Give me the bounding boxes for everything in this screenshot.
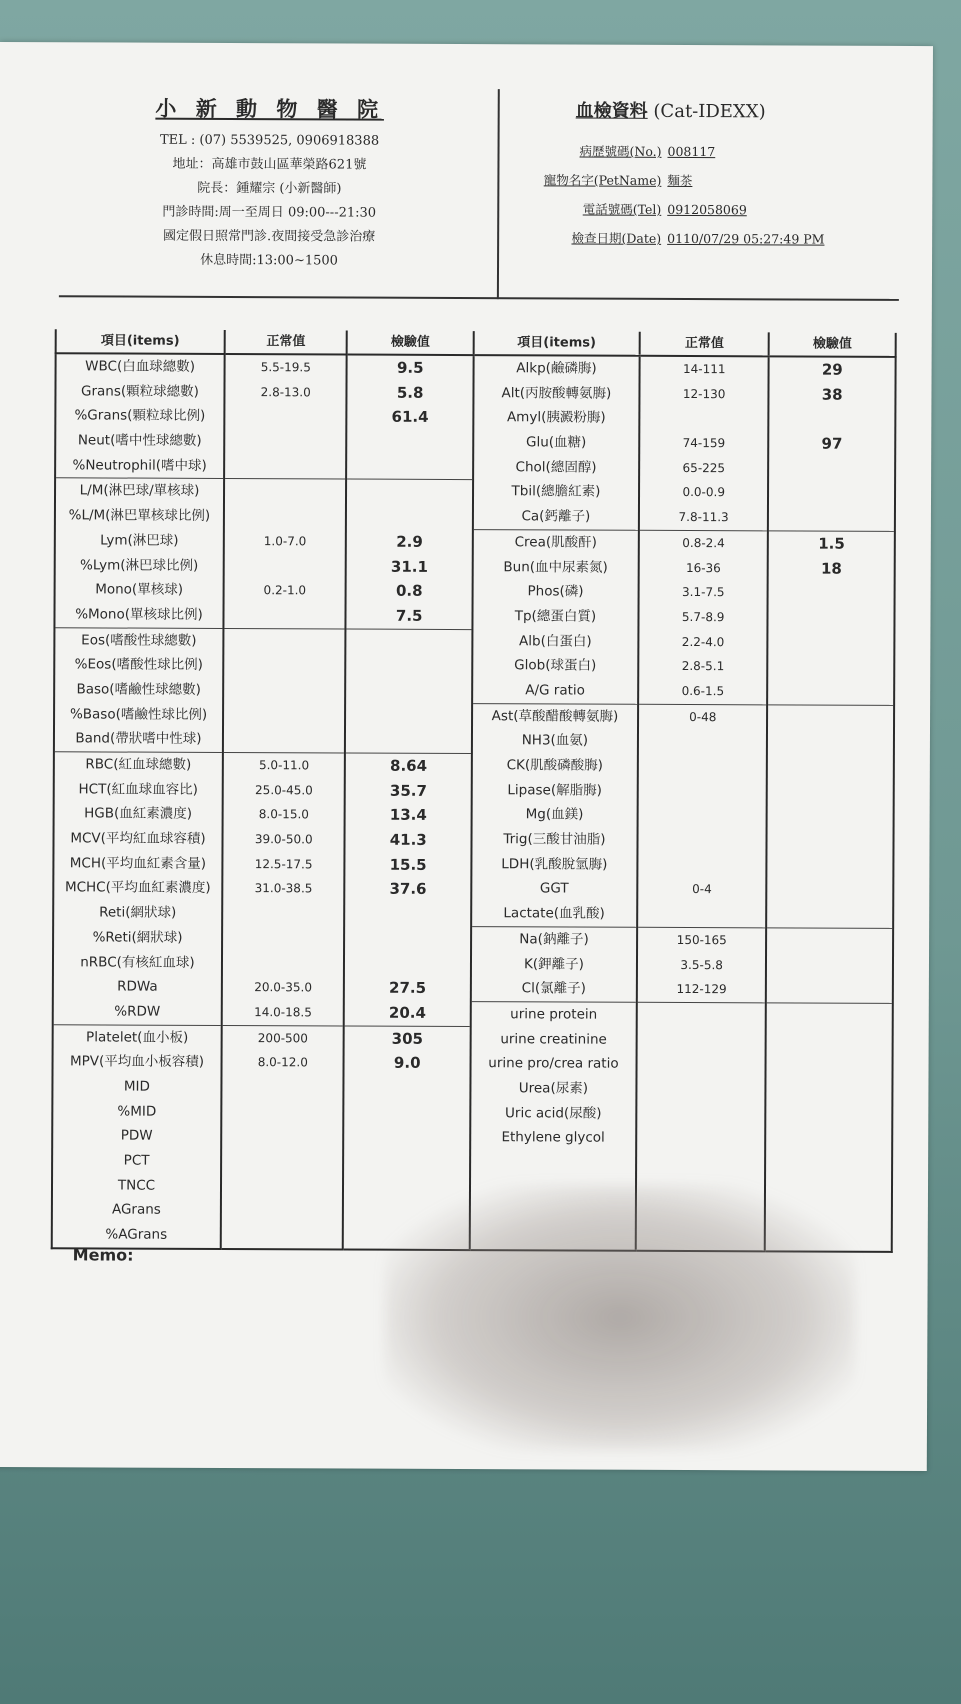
right-item-name: Alt(丙胺酸轉氨脢) bbox=[501, 384, 612, 402]
right-item-range: 5.7-8.9 bbox=[681, 609, 725, 625]
left-item-range: 2.8-13.0 bbox=[260, 384, 311, 400]
left-item-result: 37.6 bbox=[389, 880, 427, 899]
right-item-name: Uric acid(尿酸) bbox=[505, 1104, 602, 1122]
report-field-label: 寵物名字(PetName) bbox=[543, 172, 662, 188]
right-item-name: LDH(乳酸脫氫脢) bbox=[501, 855, 608, 873]
left-item-range: 5.0-11.0 bbox=[224, 752, 345, 778]
left-item-result: 9.5 bbox=[396, 358, 424, 377]
right-item-result bbox=[768, 804, 893, 829]
left-item-range bbox=[225, 553, 346, 578]
left-item-result bbox=[348, 454, 473, 479]
right-item-name: Tbil(總膽紅素) bbox=[511, 483, 601, 501]
clinic-hours: 門診時間:周一至周日 09:00---21:30 bbox=[162, 204, 377, 221]
left-item-range: 25.0-45.0 bbox=[255, 782, 313, 798]
clinic-header bbox=[59, 92, 480, 274]
memo-label: Memo: bbox=[72, 1245, 134, 1265]
right-item-name: Urea(尿素) bbox=[518, 1080, 589, 1097]
right-item-name: Bun(血中尿素氮) bbox=[503, 558, 608, 576]
left-item-result: 2.9 bbox=[396, 532, 423, 551]
right-item-name: Alb(白蛋白) bbox=[518, 632, 592, 650]
right-item-result bbox=[769, 505, 894, 530]
report-field-value: 0110/07/29 05:27:49 PM bbox=[667, 230, 825, 247]
left-item-range bbox=[223, 901, 344, 926]
report-field-row bbox=[519, 136, 879, 167]
report-fields bbox=[519, 136, 880, 254]
right-item-name: Na(鈉離子) bbox=[472, 926, 636, 952]
right-item-name: urine creatinine bbox=[500, 1030, 607, 1048]
right-item-result bbox=[767, 1102, 892, 1127]
right-item-result bbox=[767, 1053, 892, 1078]
left-item-range bbox=[224, 727, 345, 752]
report-field-label: 檢查日期(Date) bbox=[571, 230, 662, 246]
right-item-range: 2.2-4.0 bbox=[681, 634, 725, 649]
header-items-right: 項目(items) bbox=[474, 331, 640, 356]
left-item-range bbox=[224, 653, 345, 678]
left-result-column bbox=[343, 355, 473, 1250]
left-item-result bbox=[347, 654, 472, 679]
right-item-name: Chol(總固醇) bbox=[515, 459, 597, 476]
clinic-tel: TEL : (07) 5539525, 0906918388 bbox=[159, 132, 380, 149]
right-item-range bbox=[638, 828, 766, 853]
right-item-name: urine pro/crea ratio bbox=[488, 1055, 619, 1072]
right-item-range: 0.6-1.5 bbox=[681, 683, 725, 699]
right-item-name: Trig(三酸甘油脂) bbox=[503, 831, 606, 848]
left-item-result bbox=[346, 728, 471, 753]
left-item-name: %Eos(嗜酸性球比例) bbox=[74, 656, 203, 674]
left-item-name: Band(帶狀嗜中性球) bbox=[75, 730, 202, 748]
left-item-result: 27.5 bbox=[389, 978, 427, 998]
right-item-name: Tp(總蛋白質) bbox=[514, 608, 597, 625]
left-item-name: %L/M(淋巴單核球比例) bbox=[68, 507, 211, 525]
left-item-range: 8.0-12.0 bbox=[257, 1055, 308, 1070]
left-item-name: L/M(淋巴球/單核球) bbox=[56, 478, 223, 504]
left-item-result bbox=[346, 703, 471, 728]
right-item-result bbox=[767, 1002, 892, 1028]
right-range-column bbox=[636, 356, 769, 1251]
clinic-name: 小 新 動 物 醫 院 bbox=[155, 95, 385, 122]
right-item-range: 74-159 bbox=[682, 436, 726, 451]
header-divider bbox=[497, 89, 500, 299]
right-item-name: NH3(血氨) bbox=[521, 732, 589, 749]
left-item-name: Platelet(血小板) bbox=[54, 1024, 221, 1050]
right-item-result bbox=[767, 927, 892, 953]
right-item-name: K(鉀離子) bbox=[523, 955, 584, 973]
left-item-result: 13.4 bbox=[389, 806, 427, 825]
left-item-result bbox=[345, 1100, 470, 1125]
left-item-result: 31.1 bbox=[390, 557, 428, 576]
left-item-range bbox=[222, 1174, 343, 1199]
left-item-range bbox=[222, 1149, 343, 1174]
right-item-range: 112-129 bbox=[676, 982, 727, 997]
left-item-name: Reti(網狀球) bbox=[99, 904, 177, 921]
header-items-left: 項目(items) bbox=[56, 329, 225, 354]
left-item-name: %Mono(單核球比例) bbox=[75, 606, 203, 623]
left-item-result bbox=[347, 678, 472, 703]
report-field-row bbox=[519, 223, 879, 254]
right-item-result: 1.5 bbox=[769, 530, 894, 556]
report-field-label: 病歷號碼(No.) bbox=[579, 143, 662, 159]
left-item-name: Mono(單核球) bbox=[95, 581, 184, 598]
header-result-right: 檢驗值 bbox=[769, 332, 896, 357]
left-item-name: HGB(血紅素濃度) bbox=[84, 805, 193, 823]
left-item-name: MCH(平均血紅素含量) bbox=[69, 855, 207, 872]
left-item-name: %Lym(淋巴球比例) bbox=[80, 556, 199, 574]
left-item-range bbox=[224, 678, 345, 703]
right-item-range bbox=[637, 1077, 765, 1102]
right-item-result bbox=[768, 828, 893, 853]
right-item-range: 0-4 bbox=[692, 882, 712, 897]
right-item-name: GGT bbox=[539, 880, 569, 897]
left-item-range bbox=[223, 950, 344, 975]
left-item-name: Neut(嗜中性球總數) bbox=[77, 432, 202, 449]
right-item-name: Crea(肌酸酐) bbox=[474, 529, 638, 555]
results-table bbox=[51, 329, 897, 1252]
right-result-column bbox=[765, 356, 895, 1251]
report-subtitle: (Cat-IDEXX) bbox=[653, 100, 766, 123]
left-item-range: 0.2-1.0 bbox=[263, 583, 307, 598]
right-items-column bbox=[470, 355, 640, 1250]
right-item-result bbox=[767, 953, 892, 978]
report-title-text: 血檢資料 bbox=[575, 100, 648, 122]
left-item-name: %MID bbox=[117, 1103, 157, 1120]
left-item-name: MPV(平均血小板容積) bbox=[69, 1053, 205, 1071]
left-item-name: WBC(白血球總數) bbox=[85, 358, 196, 375]
left-item-range bbox=[223, 926, 344, 951]
right-item-result bbox=[769, 679, 894, 704]
right-item-range: 7.8-11.3 bbox=[678, 510, 729, 525]
right-item-name: A/G ratio bbox=[525, 682, 585, 699]
left-item-result bbox=[345, 1075, 470, 1100]
right-item-name: Lipase(解脂脢) bbox=[507, 781, 602, 799]
report-field-row bbox=[519, 165, 879, 196]
left-item-name: %Baso(嗜鹼性球比例) bbox=[69, 705, 208, 723]
right-item-result bbox=[769, 581, 894, 606]
right-item-range bbox=[640, 406, 768, 431]
left-items-column bbox=[52, 353, 225, 1248]
left-item-result bbox=[346, 902, 471, 927]
clinic-address: 地址：高雄市鼓山區華榮路621號 bbox=[172, 156, 367, 173]
left-item-range: 20.0-35.0 bbox=[254, 980, 313, 995]
left-item-name: HCT(紅血球血容比) bbox=[78, 781, 198, 798]
header-range-left: 正常值 bbox=[225, 330, 348, 355]
left-item-name: RDWa bbox=[117, 978, 158, 995]
right-item-result bbox=[767, 1028, 892, 1053]
right-item-result bbox=[768, 853, 893, 878]
right-item-result bbox=[768, 730, 893, 755]
right-item-result bbox=[768, 902, 893, 927]
left-item-range bbox=[222, 1223, 343, 1248]
left-item-name: AGrans bbox=[111, 1201, 161, 1219]
left-item-range bbox=[224, 628, 345, 654]
left-item-range bbox=[222, 1198, 343, 1223]
left-item-name: RBC(紅血球總數) bbox=[55, 751, 222, 777]
left-item-name: PDW bbox=[120, 1127, 153, 1144]
right-item-range bbox=[638, 1002, 766, 1028]
right-item-range bbox=[638, 1027, 766, 1052]
left-item-result bbox=[345, 951, 470, 976]
left-item-name: PCT bbox=[123, 1152, 150, 1169]
right-item-range bbox=[639, 778, 767, 803]
left-item-name: %Grans(顆粒球比例) bbox=[74, 407, 206, 425]
report-field-value: 008117 bbox=[667, 143, 716, 160]
left-item-range: 39.0-50.0 bbox=[254, 832, 313, 847]
left-item-range bbox=[225, 454, 346, 479]
right-item-range bbox=[638, 902, 766, 927]
left-item-result bbox=[345, 1125, 470, 1150]
left-item-range bbox=[225, 504, 346, 529]
left-item-name: %Reti(網狀球) bbox=[92, 929, 183, 946]
left-item-name: MID bbox=[123, 1078, 150, 1095]
left-item-result: 5.8 bbox=[396, 383, 424, 402]
left-item-name: Eos(嗜酸性球總數) bbox=[55, 627, 222, 653]
right-item-result: 97 bbox=[821, 434, 843, 453]
right-item-name: Ast(草酸醋酸轉氨脢) bbox=[473, 703, 637, 729]
right-item-range: 2.8-5.1 bbox=[681, 659, 725, 674]
left-item-name: %Neutrophil(嗜中球) bbox=[72, 457, 207, 474]
right-item-name: Cl(氯離子) bbox=[521, 980, 586, 997]
left-item-result: 0.8 bbox=[395, 581, 423, 601]
left-item-result: 41.3 bbox=[389, 830, 427, 849]
right-item-name: Ethylene glycol bbox=[501, 1129, 605, 1146]
left-item-range: 8.0-15.0 bbox=[258, 807, 309, 822]
left-item-range: 12.5-17.5 bbox=[254, 856, 313, 872]
left-item-name: TNCC bbox=[117, 1177, 156, 1194]
clinic-break: 休息時間:13:00~1500 bbox=[200, 252, 338, 269]
left-item-range: 5.5-19.5 bbox=[260, 360, 311, 375]
right-item-range bbox=[639, 729, 767, 754]
right-item-range bbox=[638, 853, 766, 878]
left-item-range bbox=[222, 1075, 343, 1100]
report-info bbox=[519, 96, 880, 254]
right-item-name: CK(肌酸磷酸脢) bbox=[506, 757, 603, 774]
right-item-range: 0.0-0.9 bbox=[682, 485, 726, 500]
report-field-label: 電話號碼(Tel) bbox=[582, 201, 662, 217]
left-item-range bbox=[224, 703, 345, 728]
clinic-director: 院長：鍾耀宗 (小新醫師) bbox=[197, 180, 342, 197]
left-item-name: Grans(顆粒球總數) bbox=[80, 383, 199, 400]
left-item-range: 31.0-38.5 bbox=[254, 881, 313, 896]
left-item-result: 9.0 bbox=[393, 1053, 421, 1073]
left-range-column bbox=[221, 354, 347, 1249]
left-item-result: 15.5 bbox=[389, 855, 427, 874]
left-item-range bbox=[222, 1124, 343, 1149]
right-item-result: 38 bbox=[821, 385, 843, 404]
right-item-result: 29 bbox=[821, 360, 843, 379]
left-item-range bbox=[225, 429, 346, 454]
left-item-result bbox=[345, 1150, 470, 1175]
left-item-name: %RDW bbox=[114, 1003, 161, 1020]
right-item-result bbox=[769, 481, 894, 506]
report-field-row bbox=[519, 194, 879, 225]
right-item-result bbox=[769, 605, 894, 630]
left-item-name: Baso(嗜鹼性球總數) bbox=[76, 681, 201, 698]
right-item-range bbox=[638, 803, 766, 828]
left-item-result bbox=[347, 505, 472, 530]
right-item-result bbox=[768, 754, 893, 779]
right-item-result bbox=[768, 878, 893, 903]
right-item-result bbox=[767, 1077, 892, 1102]
left-item-name: MCHC(平均血紅素濃度) bbox=[64, 879, 211, 897]
right-item-result bbox=[769, 630, 894, 655]
left-item-range: 14.0-18.5 bbox=[254, 1004, 312, 1020]
header-result-left: 檢驗值 bbox=[347, 331, 474, 356]
right-item-result: 18 bbox=[820, 559, 842, 578]
right-item-result bbox=[768, 704, 893, 730]
right-item-name: Glu(血糖) bbox=[526, 434, 587, 451]
right-item-range: 65-225 bbox=[682, 460, 726, 475]
header-rule bbox=[59, 295, 899, 301]
right-item-range: 0-48 bbox=[639, 703, 767, 729]
right-item-range: 16-36 bbox=[685, 560, 721, 575]
left-item-name: Lym(淋巴球) bbox=[100, 532, 179, 549]
left-item-range bbox=[225, 478, 346, 504]
right-item-range: 12-130 bbox=[682, 386, 726, 401]
left-item-name: MCV(平均紅血球容積) bbox=[70, 830, 206, 847]
left-item-result bbox=[348, 430, 473, 455]
right-item-range: 14-111 bbox=[682, 361, 726, 377]
right-item-result bbox=[767, 978, 892, 1003]
left-item-result: 20.4 bbox=[388, 1003, 427, 1022]
left-item-result: 61.4 bbox=[391, 408, 429, 427]
right-item-result bbox=[767, 1127, 892, 1152]
right-item-result bbox=[769, 655, 894, 680]
report-title bbox=[576, 97, 880, 124]
right-item-result bbox=[770, 407, 895, 432]
left-item-result bbox=[345, 926, 470, 951]
left-item-result: 35.7 bbox=[389, 781, 427, 800]
report-field-value: 0912058069 bbox=[667, 201, 747, 218]
left-item-range: 1.0-7.0 bbox=[263, 533, 307, 549]
right-item-name: Glob(球蛋白) bbox=[514, 657, 597, 674]
right-item-name: Alkp(鹼磷脢) bbox=[516, 360, 597, 377]
header-range-right: 正常值 bbox=[640, 332, 770, 357]
right-item-range: 150-165 bbox=[638, 927, 766, 953]
right-item-range: 3.5-5.8 bbox=[680, 957, 723, 972]
right-item-name: urine protein bbox=[472, 1001, 636, 1027]
right-item-range bbox=[637, 1126, 765, 1151]
right-item-name: Amyl(胰澱粉脢) bbox=[506, 409, 606, 427]
right-item-range: 3.1-7.5 bbox=[682, 585, 725, 600]
right-item-name: Ca(鈣離子) bbox=[521, 508, 591, 525]
clinic-holiday: 國定假日照常門診.夜間接受急診治療 bbox=[163, 228, 376, 245]
left-item-range bbox=[225, 404, 346, 429]
left-item-result: 7.5 bbox=[395, 606, 423, 625]
left-item-range: 200-500 bbox=[223, 1025, 344, 1051]
right-item-name: Phos(磷) bbox=[527, 583, 584, 600]
left-item-range bbox=[224, 603, 345, 628]
left-item-result: 8.64 bbox=[346, 753, 471, 779]
right-item-range bbox=[639, 754, 767, 779]
hand-shadow bbox=[385, 1185, 855, 1450]
right-item-name: Mg(血鎂) bbox=[525, 806, 584, 823]
right-item-range bbox=[637, 1101, 765, 1126]
left-item-name: %AGrans bbox=[105, 1226, 168, 1243]
right-item-range: 0.8-2.4 bbox=[640, 530, 768, 556]
right-item-range bbox=[637, 1052, 765, 1077]
left-item-result: 305 bbox=[345, 1025, 470, 1051]
right-item-result bbox=[770, 456, 895, 481]
right-item-name: Lactate(血乳酸) bbox=[503, 905, 605, 922]
left-item-range bbox=[222, 1100, 343, 1125]
left-item-name: nRBC(有核紅血球) bbox=[80, 953, 195, 971]
right-item-result bbox=[768, 779, 893, 804]
left-item-result bbox=[347, 479, 472, 505]
left-item-result bbox=[347, 628, 472, 654]
report-field-value: 麵茶 bbox=[667, 172, 693, 189]
